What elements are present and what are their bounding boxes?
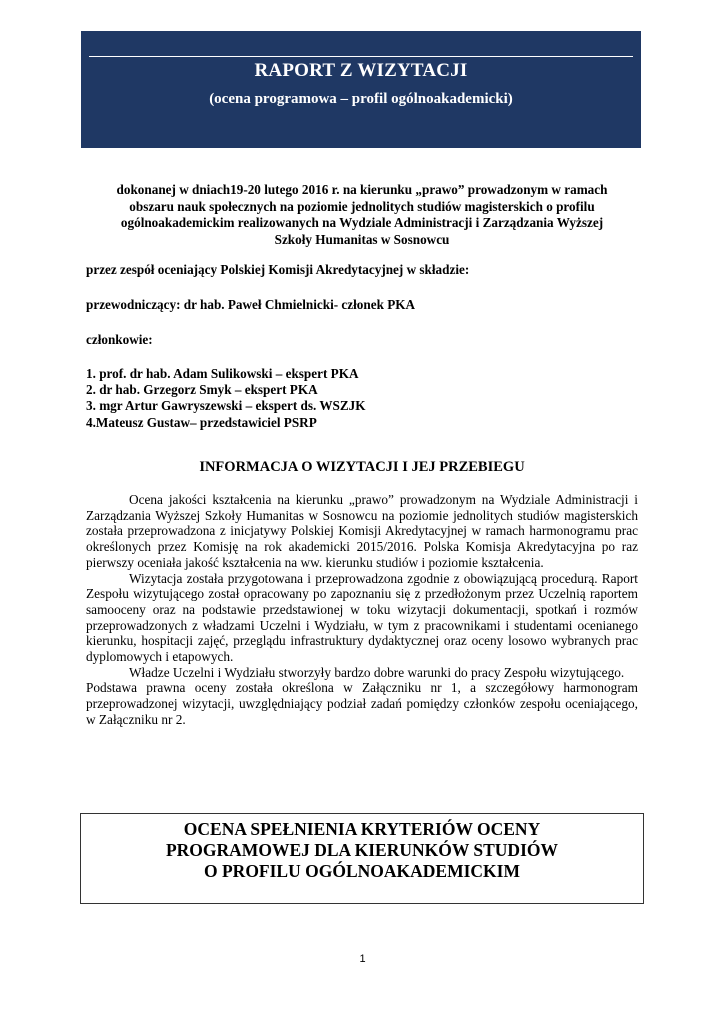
body-paragraph: Władze Uczelni i Wydziału stworzyły bardzo dobre warunki do pracy Zespołu wizytującego. [129,664,625,680]
team-member: 4.Mateusz Gustaw– przedstawiciel PSRP [86,414,317,430]
intro-line: obszaru nauk społecznych na poziomie jednolitych studiów magisterskich o profilu [129,198,595,214]
body-paragraph: Podstawa prawna oceny została określona w Załączniku nr 1, a szczegółowy harmonogram przeprowadzonej wizytacji, uwzględniający podział zadań pomiędzy członków zespołu oceniającego, w Załączniku nr 2. [86,680,638,727]
body-paragraph: Wizytacja została przygotowana i przeprowadzona zgodnie z obowiązującą procedurą. Raport Zespołu wizytującego został opracowany po zapoznaniu się z przedłożonym przez Uczelnią raportem samooceny oraz na podstawie przedstawionej w toku wizytacji dokumentacji, spotkań i rozmów przeprowadzonych z władzami Uczelni i Wydziału, w tym z pracownikami i studentami ocenianego kierunku, hospitacji zajęć, przeglądu infrastruktury dydaktycznej oraz oceny losowo wybranych prac dyplomowych i etapowych. [86,570,638,665]
report-title: RAPORT Z WIZYTACJI [254,60,468,81]
intro-line: Szkoły Humanitas w Sosnowcu [274,231,450,247]
body-paragraph: Ocena jakości kształcenia na kierunku „prawo” prowadzonym na Wydziale Administracji i Zarządzania Wyższej Szkoły Humanitas w Sosnowcu na poziomie jednolitych studiów magisterskich została przeprowadzona z inicjatywy Polskiej Komisji Akredytacyjnej w ramach harmonogramu prac określonych przez Komisję na rok akademicki 2015/2016. Polska Komisja Akredytacyjna po raz pierwszy oceniała jakość kształcenia na ww. kierunku studiów i poziomie kształcenia. [86,492,638,570]
intro-line: dokonanej w dniach19-20 lutego 2016 r. na kierunku „prawo” prowadzonym w ramach [116,182,608,197]
team-intro: przez zespół oceniający Polskiej Komisji Akredytacyjnej w składzie: [86,262,470,277]
team-chair: przewodniczący: dr hab. Paweł Chmielnicki- członek PKA [86,297,416,312]
team-member: 1. prof. dr hab. Adam Sulikowski – ekspert PKA [86,366,359,381]
visit-intro [86,182,638,248]
team-members-list [86,366,366,431]
header-divider [89,56,633,57]
intro-line: ogólnoakademickim realizowanych na Wydziale Administracji i Zarządzania Wyższej [120,215,604,230]
team-member: 3. mgr Artur Gawryszewski – ekspert ds. WSZJK [86,398,366,414]
criteria-line: O PROFILU OGÓLNOAKADEMICKIM [204,861,520,881]
team-member: 2. dr hab. Grzegorz Smyk – ekspert PKA [86,382,318,398]
report-subtitle: (ocena programowa – profil ogólnoakademicki) [209,91,513,107]
report-header-banner [81,31,641,148]
page-number: 1 [359,953,366,965]
info-section-title: INFORMACJA O WIZYTACJI I JEJ PRZEBIEGU [199,459,525,475]
criteria-line: OCENA SPEŁNIENIA KRYTERIÓW OCENY [183,819,541,839]
criteria-line: PROGRAMOWEJ DLA KIERUNKÓW STUDIÓW [165,840,558,860]
criteria-section-box [80,813,644,904]
info-section-body [86,492,638,728]
team-members-label: członkowie: [86,332,153,347]
